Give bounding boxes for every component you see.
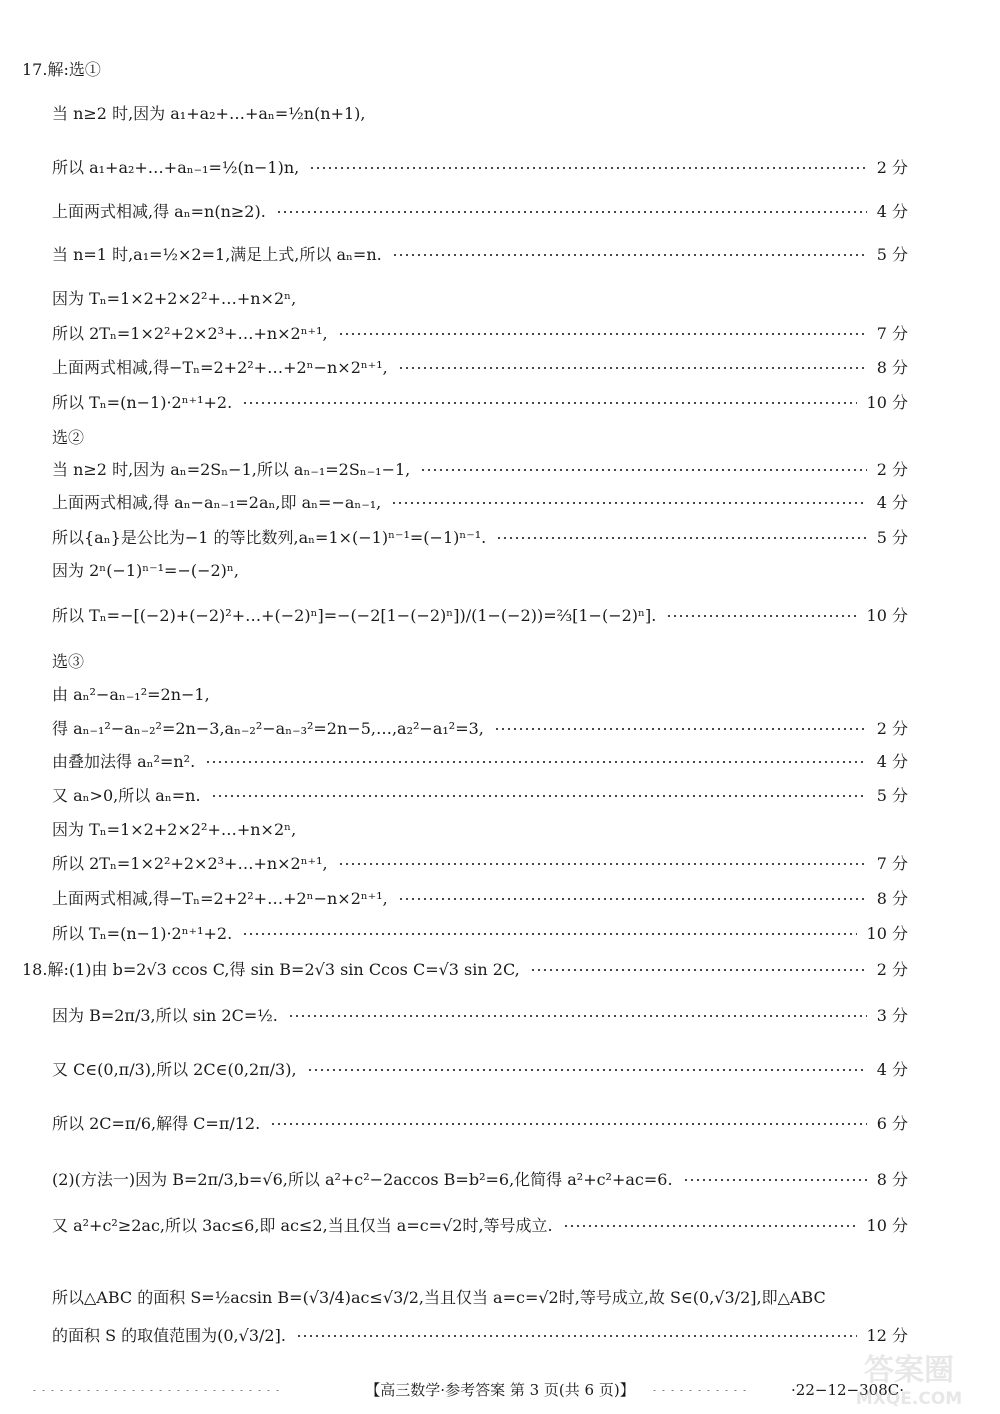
solution-line: [52, 460, 908, 480]
dot-leader: [270, 1123, 867, 1125]
score-label: 4 分: [876, 202, 908, 221]
solution-text: 所以 2C=π/6,解得 C=π/12.: [52, 1114, 261, 1133]
score-label: 2 分: [876, 960, 908, 979]
solution-line: [52, 289, 908, 309]
solution-text: 当 n=1 时,a₁=½×2=1,满足上式,所以 aₙ=n.: [52, 245, 382, 264]
solution-text: 选③: [52, 652, 85, 671]
solution-text: 的面积 S 的取值范围为(0,√3/2].: [52, 1326, 286, 1345]
solution-line: [52, 854, 908, 874]
solution-text: 所以 Tₙ=(n−1)·2ⁿ⁺¹+2.: [52, 393, 233, 412]
solution-text: 所以 Tₙ=(n−1)·2ⁿ⁺¹+2.: [52, 924, 233, 943]
solution-line: [52, 1216, 908, 1236]
solution-text: 上面两式相减,得 aₙ−aₙ₋₁=2aₙ,即 aₙ=−aₙ₋₁,: [52, 493, 382, 512]
solution-text: 所以△ABC 的面积 S=½acsin B=(√3/4)ac≤√3/2,当且仅当 a=c=√2时,等号成立,故 S∈(0,√3/2],即△ABC: [52, 1288, 826, 1307]
solution-line: [52, 245, 908, 265]
solution-line: [22, 60, 908, 80]
dot-leader: [496, 537, 866, 539]
solution-text: 所以 2Tₙ=1×2²+2×2³+…+n×2ⁿ⁺¹,: [52, 324, 328, 343]
dot-leader: [398, 898, 867, 900]
dot-leader: [420, 469, 866, 471]
solution-line: [52, 606, 908, 626]
solution-text: 所以 2Tₙ=1×2²+2×2³+…+n×2ⁿ⁺¹,: [52, 854, 328, 873]
dot-leader: [398, 367, 867, 369]
solution-line: [52, 393, 908, 413]
footer-title: 【高三数学·参考答案 第 3 页(共 6 页)】: [365, 1381, 635, 1399]
solution-line: [52, 719, 908, 739]
solution-line: [52, 820, 908, 840]
dot-leader: [683, 1179, 867, 1181]
solution-text: 因为 B=2π/3,所以 sin 2C=½.: [52, 1006, 278, 1025]
solution-text: 由 aₙ²−aₙ₋₁²=2n−1,: [52, 685, 210, 704]
solution-text: 上面两式相减,得 aₙ=n(n≥2).: [52, 202, 266, 221]
dot-leader: [276, 211, 867, 213]
dot-leader: [307, 1069, 867, 1071]
score-label: 10 分: [866, 924, 908, 943]
score-label: 4 分: [876, 493, 908, 512]
dot-leader: [666, 615, 856, 617]
solution-text: 因为 2ⁿ(−1)ⁿ⁻¹=−(−2)ⁿ,: [52, 561, 239, 580]
solution-text: 17.解:选①: [22, 60, 101, 79]
solution-line: [52, 158, 908, 178]
solution-line: [52, 1006, 908, 1026]
dot-leader: [288, 1015, 867, 1017]
solution-text: 得 aₙ₋₁²−aₙ₋₂²=2n−3,aₙ₋₂²−aₙ₋₃²=2n−5,…,a₂²−a₁²=3,: [52, 719, 484, 738]
score-label: 4 分: [876, 1060, 908, 1079]
solution-line: [52, 889, 908, 909]
solution-text: 所以 Tₙ=−[(−2)+(−2)²+…+(−2)ⁿ]=−(−2[1−(−2)ⁿ])/(1−(−2))=⅔[1−(−2)ⁿ].: [52, 606, 657, 625]
solution-line: [52, 202, 908, 222]
score-label: 8 分: [876, 358, 908, 377]
score-label: 7 分: [876, 854, 908, 873]
score-label: 6 分: [876, 1114, 908, 1133]
solution-line: [52, 528, 908, 548]
score-label: 8 分: [876, 889, 908, 908]
score-label: 12 分: [866, 1326, 908, 1345]
solution-text: (2)(方法一)因为 B=2π/3,b=√6,所以 a²+c²−2accos B=b²=6,化简得 a²+c²+ac=6.: [52, 1170, 673, 1189]
solution-text: 又 a²+c²≥2ac,所以 3ac≤6,即 ac≤2,当且仅当 a=c=√2时,等号成立.: [52, 1216, 553, 1235]
solution-text: 选②: [52, 428, 85, 447]
watermark-url: MXQE.COM: [855, 1389, 963, 1409]
score-label: 5 分: [876, 245, 908, 264]
solution-line: [52, 493, 908, 513]
score-label: 10 分: [866, 393, 908, 412]
dot-leader: [211, 795, 867, 797]
solution-text: 当 n≥2 时,因为 aₙ=2Sₙ−1,所以 aₙ₋₁=2Sₙ₋₁−1,: [52, 460, 411, 479]
dot-leader: [242, 933, 856, 935]
watermark-text: 答案圈: [864, 1353, 954, 1388]
dot-leader: [392, 254, 867, 256]
solution-line: [52, 924, 908, 944]
dot-leader: [242, 402, 856, 404]
dot-leader: [338, 333, 867, 335]
solution-line: [52, 358, 908, 378]
dot-leader: [391, 502, 866, 504]
score-label: 4 分: [876, 752, 908, 771]
solution-text: 因为 Tₙ=1×2+2×2²+…+n×2ⁿ,: [52, 289, 297, 308]
solution-text: 所以{aₙ}是公比为−1 的等比数列,aₙ=1×(−1)ⁿ⁻¹=(−1)ⁿ⁻¹.: [52, 528, 487, 547]
solution-line: [52, 1170, 908, 1190]
dot-leader: [309, 167, 867, 169]
solution-line: [52, 685, 908, 705]
score-label: 5 分: [876, 786, 908, 805]
solution-text: 所以 a₁+a₂+…+aₙ₋₁=½(n−1)n,: [52, 158, 300, 177]
score-label: 10 分: [866, 606, 908, 625]
solution-text: 18.解:(1)由 b=2√3 ccos C,得 sin B=2√3 sin Ccos C=√3 sin 2C,: [22, 960, 520, 979]
solution-line: [22, 960, 908, 980]
score-label: 3 分: [876, 1006, 908, 1025]
score-label: 2 分: [876, 460, 908, 479]
solution-text: 上面两式相减,得−Tₙ=2+2²+…+2ⁿ−n×2ⁿ⁺¹,: [52, 358, 388, 377]
solution-line: [52, 324, 908, 344]
score-label: 7 分: [876, 324, 908, 343]
solution-text: 当 n≥2 时,因为 a₁+a₂+…+aₙ=½n(n+1),: [52, 104, 366, 123]
solution-text: 由叠加法得 aₙ²=n².: [52, 752, 196, 771]
solution-line: [52, 428, 908, 448]
solution-text: 上面两式相减,得−Tₙ=2+2²+…+2ⁿ−n×2ⁿ⁺¹,: [52, 889, 388, 908]
dot-leader: [296, 1335, 857, 1337]
solution-line: [52, 752, 908, 772]
solution-line: [52, 1114, 908, 1134]
score-label: 2 分: [876, 158, 908, 177]
score-label: 2 分: [876, 719, 908, 738]
footer-right-rule: [650, 1390, 750, 1391]
dot-leader: [530, 969, 867, 971]
solution-line: [52, 1060, 908, 1080]
solution-line: [52, 786, 908, 806]
page-footer: [0, 1378, 1000, 1402]
dot-leader: [563, 1225, 857, 1227]
dot-leader: [205, 761, 867, 763]
score-label: 10 分: [866, 1216, 908, 1235]
solution-line: [52, 561, 908, 581]
solution-text: 又 aₙ>0,所以 aₙ=n.: [52, 786, 201, 805]
dot-leader: [494, 728, 867, 730]
score-label: 8 分: [876, 1170, 908, 1189]
solution-line: [52, 1326, 908, 1346]
solution-text: 因为 Tₙ=1×2+2×2²+…+n×2ⁿ,: [52, 820, 297, 839]
solution-line: [52, 652, 908, 672]
score-label: 5 分: [876, 528, 908, 547]
solution-text: 又 C∈(0,π/3),所以 2C∈(0,2π/3),: [52, 1060, 297, 1079]
footer-code: ·22−12−308C·: [791, 1381, 904, 1399]
dot-leader: [338, 863, 867, 865]
solution-line: [52, 1288, 908, 1308]
solution-line: [52, 104, 908, 124]
